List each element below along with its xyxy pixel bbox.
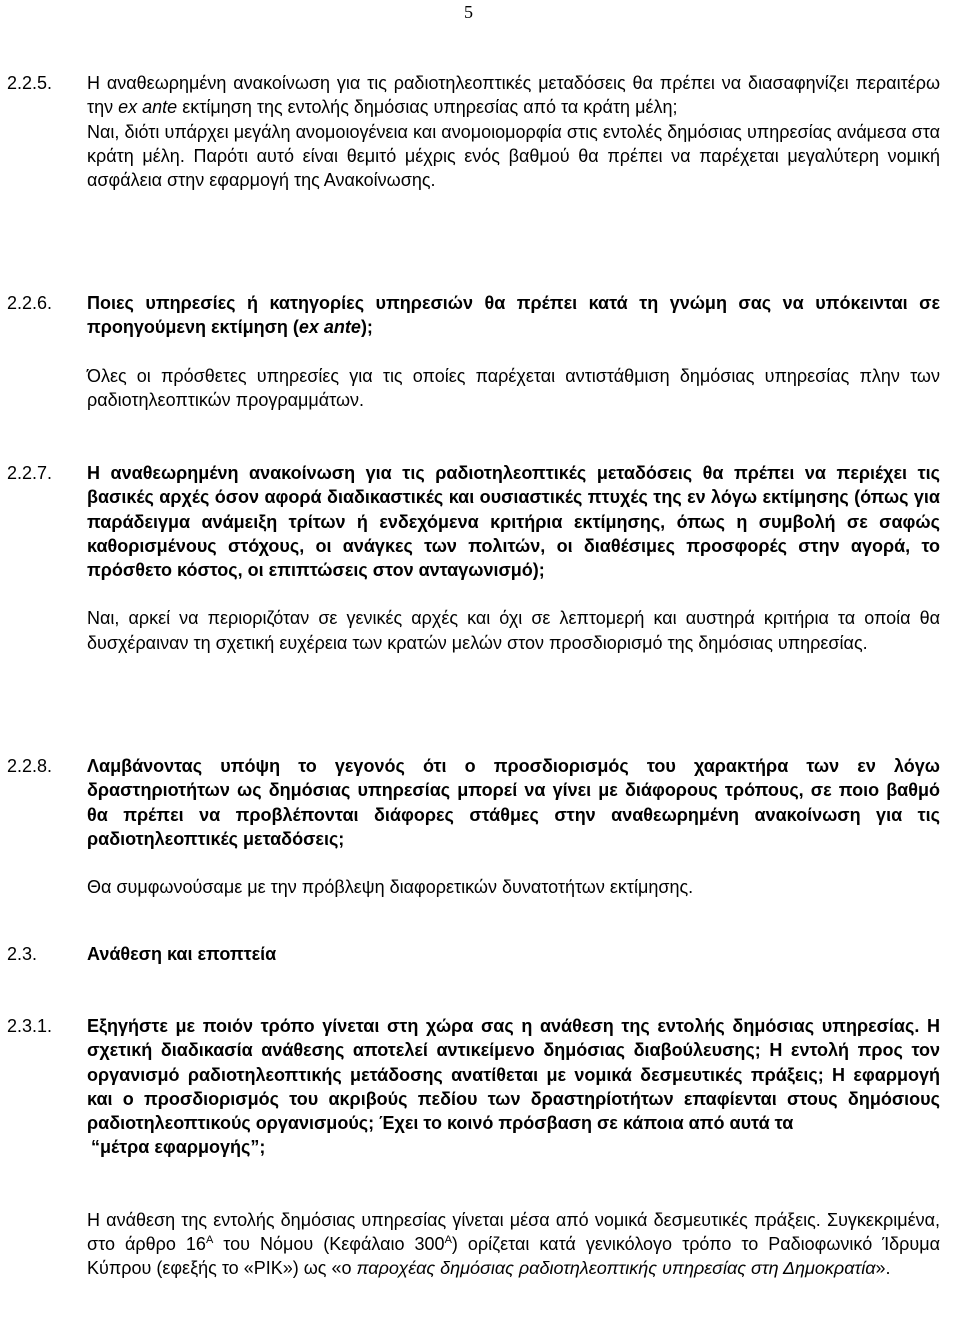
answer-text: Θα συμφωνούσαμε με την πρόβλεψη διαφορετικών δυνατοτήτων εκτίμησης. <box>87 877 694 898</box>
question-text: Εξηγήστε με ποιόν τρόπο γίνεται στη χώρα σας η ανάθεση της εντολής δημόσιας υπηρεσίας. Η σχετική διαδικασία ανάθεσης αποτελεί αντικείμενο δημόσιας διαβούλευσης; Η εντολή προς τον οργανισμό ραδιοτηλεοπτικής μετάδοσης ανατίθεται με νομικά δεσμευτικές πράξεις; Η εφαρμογή και ο προσδιορισμός του ακριβούς πεδίου των δραστηρίοτήτων επαφίενται στους δημόσιους ραδιοτηλεοπτικούς οργανισμούς; Έχει το κοινό πρόσβαση σε κάποια από αυτά τα <box>87 1016 940 1134</box>
section-2-3 <box>7 942 940 966</box>
section-2-2-6 <box>7 291 940 412</box>
section-number: 2.2.5. <box>7 73 53 93</box>
section-number: 2.2.8. <box>7 756 53 776</box>
question-text: Η αναθεωρημένη ανακοίνωση για τις ραδιοτηλεοπτικές μεταδόσεις θα πρέπει να περιέχει τις βασικές αρχές όσον αφορά διαδικαστικές και ουσιαστικές πτυχές της εν λόγω εκτίμησης (όπως για παράδειγμα ανάμειξη τρίτων ή ενδεχόμενα κριτήρια εκτίμησης, όπως η συμβολή σε σαφώς καθορισμένους στόχους, οι ανάγκες των πολιτών, οι διαθέσιμες προσφορές στην αγορά, το πρόσθετο κόστος, οι επιπτώσεις στον ανταγωνισμό); <box>87 463 940 581</box>
section-2-2-7 <box>7 461 940 655</box>
answer-text: Η ανάθεση της εντολής δημόσιας υπηρεσίας γίνεται μέσα από νομικά δεσμευτικές πράξεις. Συγκεκριμένα, στο άρθρο $16^A$ του Νόμου (Κεφάλαιο $300^A$) ορίζεται κατά γενικόλογο τρόπο το Ραδιοφωνικό Ίδρυμα Κύπρου (εφεξής το «ΡΙΚ») ως «ο παροχέας δημόσιας ραδιοτηλεοπτικής υπηρεσίας στη Δημοκρατία». <box>87 1209 940 1279</box>
section-heading: Ανάθεση και εποπτεία <box>87 944 277 964</box>
question-text: Η αναθεωρημένη ανακοίνωση για τις ραδιοτηλεοπτικές μεταδόσεις θα πρέπει να διασαφηνίζει περαιτέρω την ex ante εκτίμηση της εντολής δημόσιας υπηρεσίας από τα κράτη μέλη; <box>87 73 940 118</box>
answer-text: Όλες οι πρόσθετες υπηρεσίες για τις οποίες παρέχεται αντιστάθμιση δημόσιας υπηρεσίας πλην των ραδιοτηλεοπτικών προγραμμάτων. <box>87 365 940 410</box>
answer-text: Ναι, αρκεί να περιοριζόταν σε γενικές αρχές και όχι σε λεπτομερή και αυστηρά κριτήρια τα οποία θα δυσχέραιναν τη σχετική ευχέρεια των κρατών μελών στον προσδιορισμό της δημόσιας υπηρεσίας. <box>87 608 940 653</box>
section-number: 2.2.7. <box>7 463 53 483</box>
answer-text: Ναι, διότι υπάρχει μεγάλη ανομοιογένεια και ανομοιομορφία στις εντολές δημόσιας υπηρεσίας ανάμεσα στα κράτη μέλη. Παρότι αυτό είναι θεμιτό μέχρις ενός βαθμού θα πρέπει να παρέχεται μεγαλύτερη νομική ασφάλεια στην εφαρμογή της Ανακοίνωσης. <box>87 121 940 191</box>
section-2-2-8 <box>7 754 940 899</box>
section-2-3-1 <box>7 1014 940 1281</box>
question-text: Ποιες υπηρεσίες ή κατηγορίες υπηρεσιών θα πρέπει κατά τη γνώμη σας να υπόκεινται σε προηγούμενη εκτίμηση (ex ante); <box>87 293 940 338</box>
question-text-end: “μέτρα εφαρμογής”; <box>91 1137 266 1158</box>
question-text: Λαμβάνοντας υπόψη το γεγονός ότι ο προσδιορισμός του χαρακτήρα των εν λόγω δραστηριοτήτων ως δημόσιας υπηρεσίας μπορεί να γίνει με διάφορους τρόπους, σε ποιο βαθμό θα πρέπει να προβλέπονται διάφορες στάθμες στην αναθεωρημένη ανακοίνωση για τις ραδιοτηλεοπτικές μεταδόσεις; <box>87 756 940 849</box>
page-number: 5 <box>464 2 473 22</box>
section-number: 2.3. <box>7 944 38 964</box>
section-number: 2.2.6. <box>7 293 53 313</box>
section-2-2-5 <box>7 71 940 192</box>
section-number: 2.3.1. <box>7 1016 53 1036</box>
